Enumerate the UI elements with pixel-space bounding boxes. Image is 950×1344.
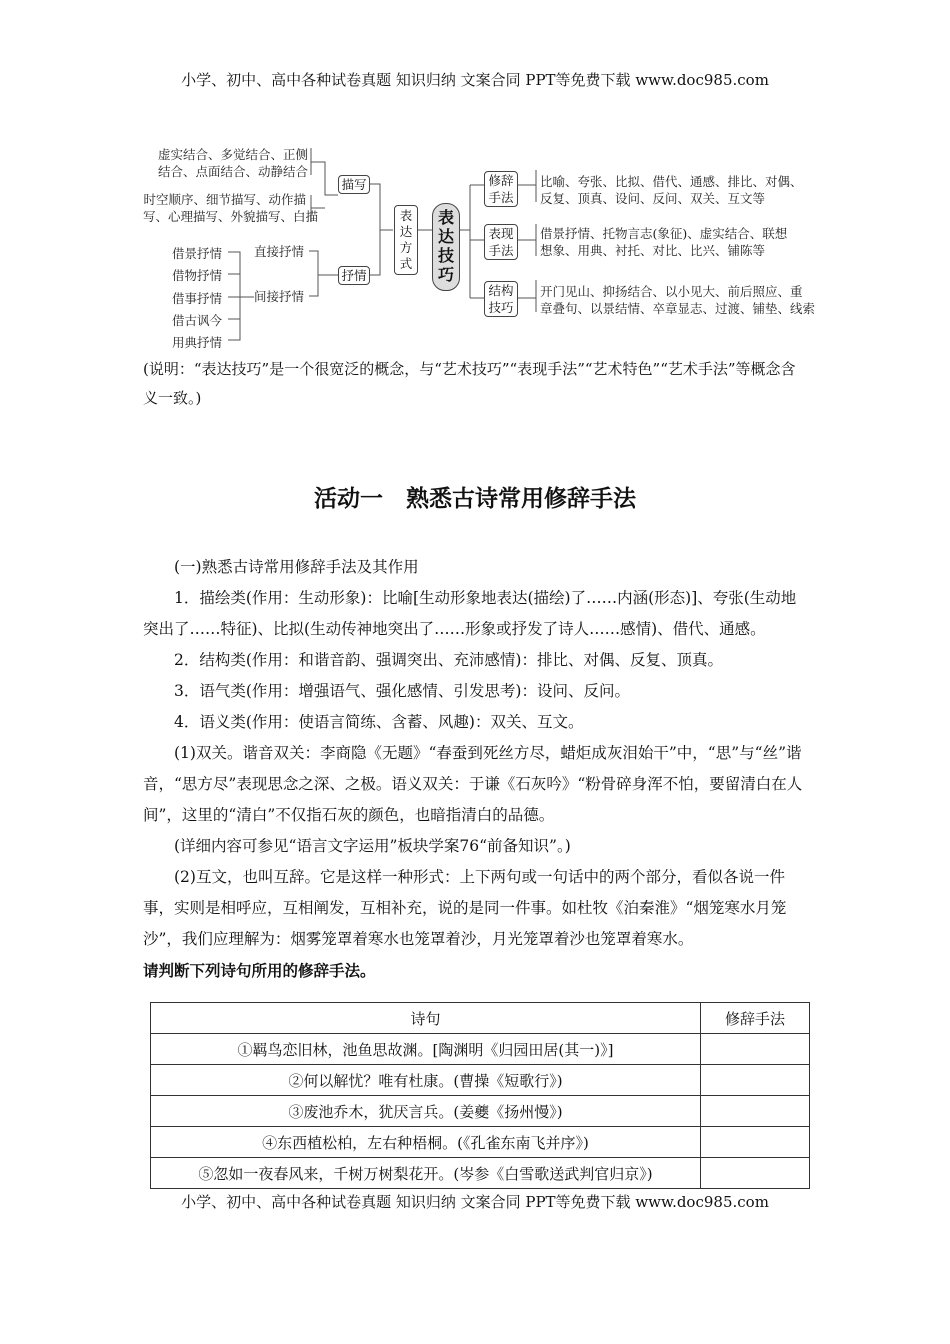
diagram-mx2-line1: 时空顺序、细节描写、动作描 xyxy=(143,192,306,207)
table-row: ①羁鸟恋旧林，池鱼思故渊。[陶渊明《归园田居(其一)》] xyxy=(151,1034,810,1065)
table-row: ⑤忽如一夜春风来，千树万树梨花开。(岑参《白雪歌送武判官归京》) xyxy=(151,1158,810,1189)
diagram-shuqing: 抒情 xyxy=(338,266,370,285)
diagram-item: 用典抒情 xyxy=(172,335,223,351)
section-title: 活动一 熟悉古诗常用修辞手法 xyxy=(314,485,636,512)
table-header: 诗句 xyxy=(151,1003,701,1034)
paragraph: (2)互文，也叫互辞。它是这样一种形式：上下两句或一句话中的两个部分，看似各说一件事，实则是相呼应，互相阐发，互相补充，说的是同一件事。如杜牧《泊秦淮》“烟笼寒水月笼沙”，我们应理解为：烟雾笼罩着寒水也笼罩着沙，月光笼罩着沙也笼罩着寒水。 xyxy=(143,868,787,948)
table-row: ④东西植松柏，左右种梧桐。(《孔雀东南飞并序》) xyxy=(151,1127,810,1158)
diagram-indirect-items xyxy=(172,243,222,354)
diagram-text: 借景抒情、托物言志(象征)、虚实结合、联想 xyxy=(540,226,788,241)
answer-cell[interactable] xyxy=(701,1127,810,1158)
paragraph: 1．描绘类(作用：生动形象)：比喻[生动形象地表达(描绘)了……内涵(形态)]、夸张(生动地突出了……特征)、比拟(生动传神地突出了……形象或抒发了诗人……感情)、借代、通感。 xyxy=(143,589,797,638)
table-row: ③废池乔木，犹厌言兵。(姜夔《扬州慢》) xyxy=(151,1096,810,1127)
answer-cell[interactable] xyxy=(701,1034,810,1065)
paragraph: (详细内容可参见“语言文字运用”板块学案76“前备知识”。) xyxy=(174,837,571,855)
page-header: 小学、初中、高中各种试卷真题 知识归纳 文案合同 PPT等免费下载 www.doc985.com xyxy=(181,71,769,89)
diagram-label: 手法 xyxy=(488,243,514,258)
subheading: (一)熟悉古诗常用修辞手法及其作用 xyxy=(174,558,419,576)
diagram-label: 修辞 xyxy=(488,173,514,188)
diagram-label: 技巧 xyxy=(488,300,514,315)
diagram-item: 借古讽今 xyxy=(172,312,223,328)
page-footer: 小学、初中、高中各种试卷真题 知识归纳 文案合同 PPT等免费下载 www.doc985.com xyxy=(181,1193,769,1211)
paragraph: (1)双关。谐音双关：李商隐《无题》“春蚕到死丝方尽，蜡炬成灰泪始干”中，“思”与“丝”谐音，“思方尽”表现思念之深、之极。语义双关：于谦《石灰吟》“粉骨碎身浑不怕，要留清白在人间”，这里的“清白”不仅指石灰的颜色，也暗指清白的品德。 xyxy=(143,744,803,824)
diagram-direct: 直接抒情 xyxy=(254,244,305,259)
table-header: 修辞手法 xyxy=(701,1003,810,1034)
diagram-item: 借景抒情 xyxy=(172,246,223,261)
answer-cell[interactable] xyxy=(701,1065,810,1096)
diagram-text: 章叠句、以景结情、卒章显志、过渡、铺垫、线索 xyxy=(540,301,816,316)
diagram-miaoxie: 描写 xyxy=(338,175,370,194)
diagram-mx2-line2: 写、心理描写、外貌描写、白描 xyxy=(143,209,319,224)
task-instruction: 请判断下列诗句所用的修辞手法。 xyxy=(143,961,376,980)
table-row: ②何以解忧？唯有杜康。(曹操《短歌行》) xyxy=(151,1065,810,1096)
diagram-text: 开门见山、抑扬结合、以小见大、前后照应、重 xyxy=(540,284,803,299)
diagram-method: 表达方式 xyxy=(394,205,418,275)
diagram-text: 反复、顶真、设问、反问、双关、互文等 xyxy=(540,191,766,206)
diagram-item: 借事抒情 xyxy=(172,290,223,306)
paragraph: 2．结构类(作用：和谐音韵、强调突出、充沛感情)：排比、对偶、反复、顶真。 xyxy=(174,651,723,669)
diagram-center: 表达技巧 xyxy=(432,203,460,291)
diagram-mx1-line1: 虚实结合、多觉结合、正侧 xyxy=(158,147,309,162)
diagram-text: 想象、用典、衬托、对比、比兴、铺陈等 xyxy=(540,243,766,258)
diagram-label: 结构 xyxy=(488,283,514,298)
answer-cell[interactable] xyxy=(701,1158,810,1189)
diagram-label: 手法 xyxy=(488,190,514,205)
diagram-label: 表现 xyxy=(488,226,514,241)
diagram-indirect: 间接抒情 xyxy=(254,289,305,304)
diagram-item: 借物抒情 xyxy=(172,268,223,284)
diagram-mx1-line2: 结合、点面结合、动静结合 xyxy=(158,164,309,179)
note: (说明：“表达技巧”是一个很宽泛的概念，与“艺术技巧”“表现手法”“艺术特色”“艺术手法”等概念含义一致。) xyxy=(143,360,796,407)
exercise-table xyxy=(150,1002,810,1189)
paragraph: 4．语义类(作用：使语言简练、含蓄、风趣)：双关、互文。 xyxy=(174,713,584,731)
answer-cell[interactable] xyxy=(701,1096,810,1127)
paragraph: 3．语气类(作用：增强语气、强化感情、引发思考)：设问、反问。 xyxy=(174,682,630,700)
diagram-text: 比喻、夸张、比拟、借代、通感、排比、对偶、 xyxy=(540,174,803,189)
